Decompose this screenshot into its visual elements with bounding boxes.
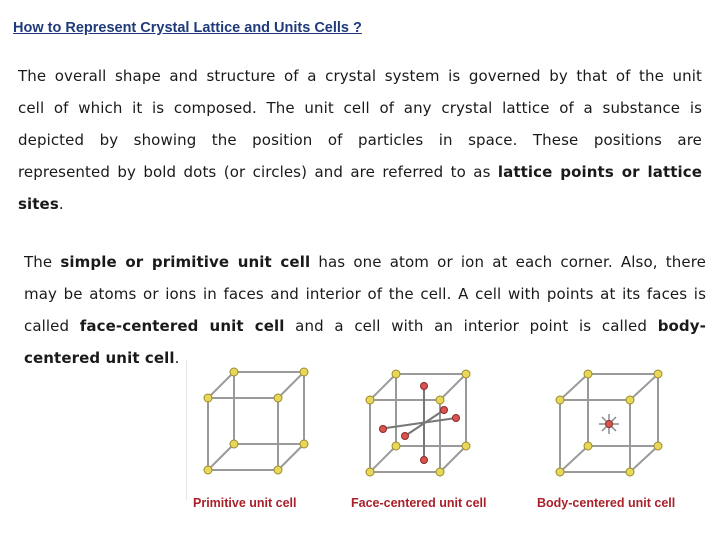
body-centered-caption: Body-centered unit cell [537,496,676,510]
figure-divider [186,360,187,500]
primitive-caption: Primitive unit cell [193,496,297,510]
body-centered-term-cont: centered unit cell [24,349,175,367]
text-line: called face-centered unit cell and a cell with an interior point is called body- [24,317,706,335]
sites-term: sites [18,195,59,213]
text-line: sites. [18,195,64,213]
text-line: centered unit cell. [24,349,180,367]
primitive-unit-cell-diagram [196,362,316,492]
text-line: cell of which it is composed. The unit cell of any crystal lattice of a substance is [18,99,702,117]
body-centered-term: body- [657,317,706,335]
primitive-term: simple or primitive unit cell [60,253,311,271]
face-centered-caption: Face-centered unit cell [351,496,487,510]
text-line: depicted by showing the position of particles in space. These positions are [18,131,702,149]
lattice-points-term: lattice points or lattice [497,163,703,181]
face-centered-unit-cell-diagram [356,362,486,492]
text-line: The overall shape and structure of a crystal system is governed by that of the unit [18,67,702,85]
text-line: represented by bold dots (or circles) and are referred to as lattice points or lattice [18,163,703,181]
text-line: The simple or primitive unit cell has one atom or ion at each corner. Also, there [24,253,706,271]
text-line: may be atoms or ions in faces and interior of the cell. A cell with points at its faces is [24,285,706,303]
body-centered-unit-cell-diagram [548,362,673,492]
page-title: How to Represent Crystal Lattice and Units Cells ? [13,20,362,36]
face-centered-term: face-centered unit cell [79,317,285,335]
intro-paragraph [18,60,702,220]
unit-cell-paragraph [24,246,706,374]
